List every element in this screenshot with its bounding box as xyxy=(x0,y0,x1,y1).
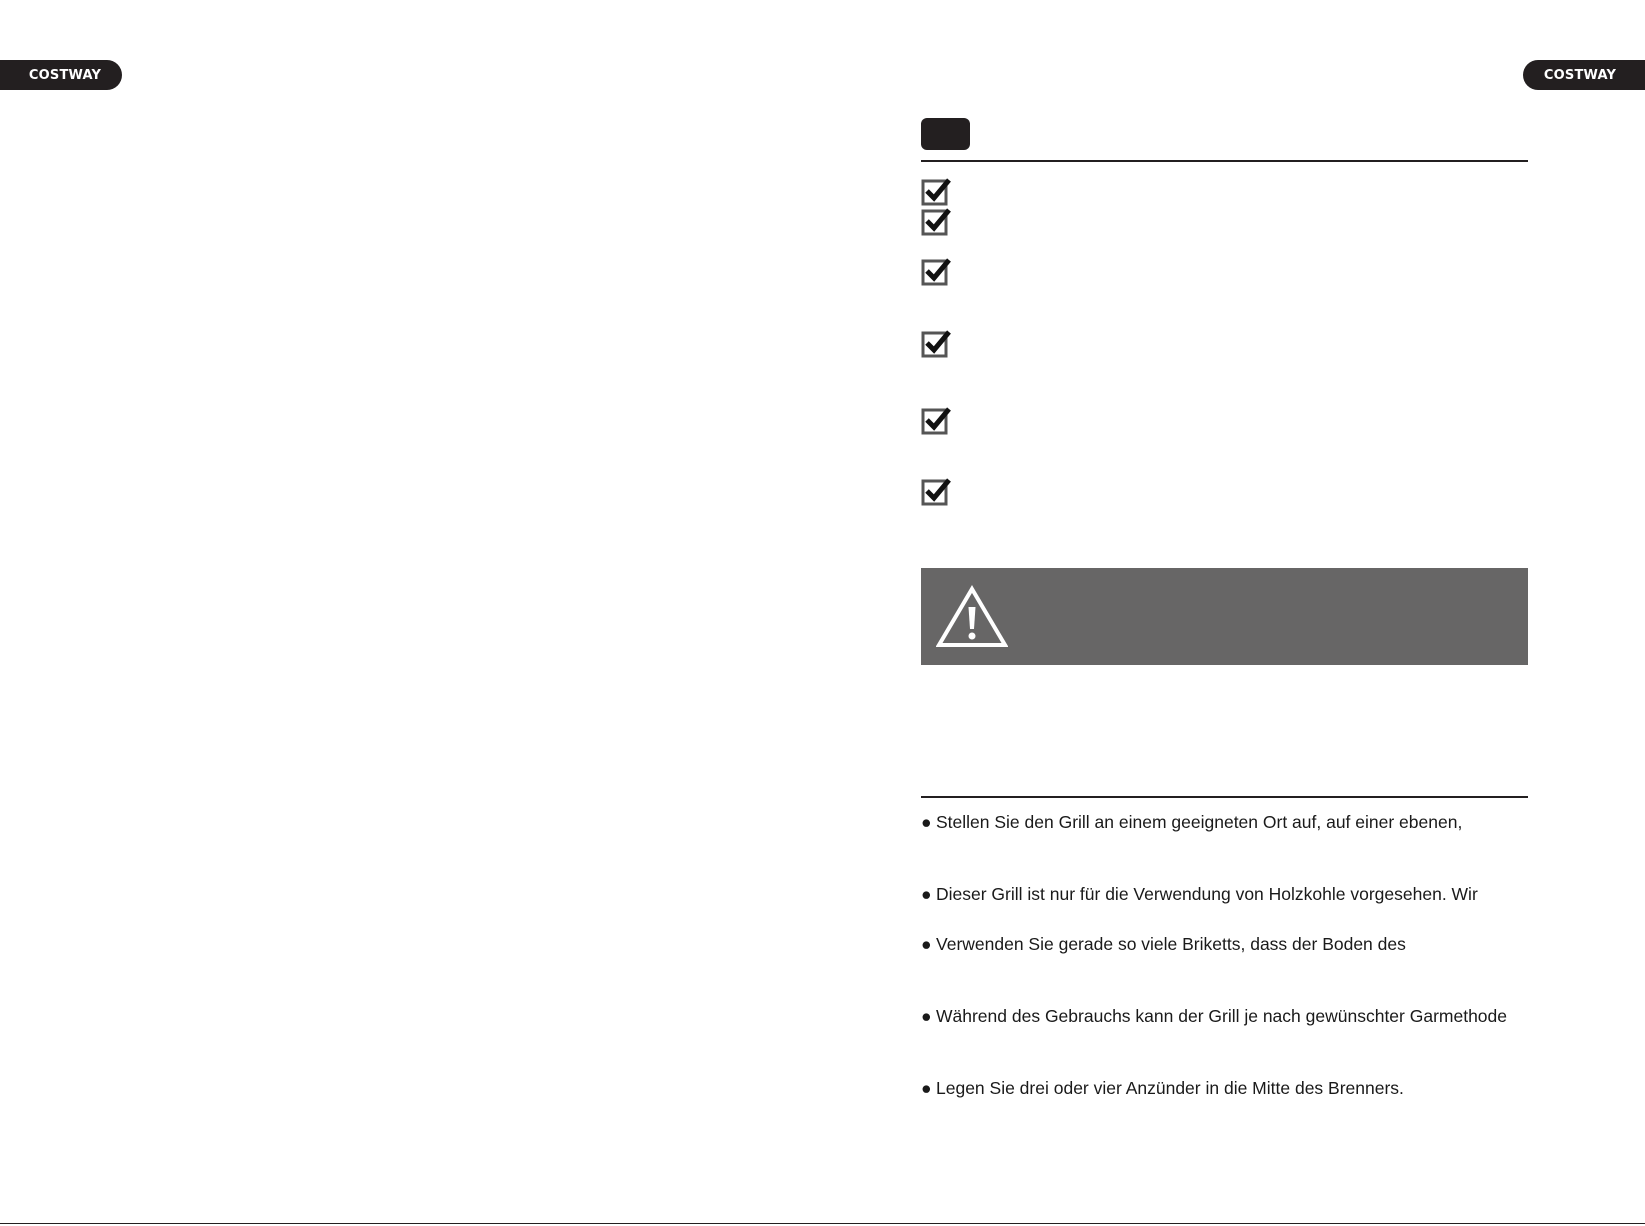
section-label-pill xyxy=(921,118,970,150)
instruction-item xyxy=(921,933,1406,955)
instruction-text: Stellen Sie den Grill an einem geeigneten Ort auf, auf einer ebenen, xyxy=(936,812,1463,832)
page-bottom-rule xyxy=(0,1223,1645,1224)
checkbox-checked-icon xyxy=(921,328,951,358)
section-divider-instructions xyxy=(921,796,1528,798)
instruction-text: Verwenden Sie gerade so viele Briketts, dass der Boden des xyxy=(936,934,1406,954)
instruction-item xyxy=(921,1005,1507,1027)
instruction-item xyxy=(921,883,1478,905)
instruction-text: Während des Gebrauchs kann der Grill je nach gewünschter Garmethode xyxy=(936,1006,1507,1026)
bullet-icon: ● xyxy=(921,934,932,954)
warning-triangle-icon xyxy=(936,585,1008,649)
checkbox-checked-icon xyxy=(921,405,951,435)
brand-logo-right-text: COSTWAY xyxy=(1543,67,1617,83)
bullet-icon: ● xyxy=(921,884,932,904)
bullet-icon: ● xyxy=(921,1006,932,1026)
instruction-text: Legen Sie drei oder vier Anzünder in die Mitte des Brenners. xyxy=(936,1078,1404,1098)
checkbox-checked-icon xyxy=(921,476,951,506)
instruction-item xyxy=(921,1077,1404,1099)
instruction-text: Dieser Grill ist nur für die Verwendung von Holzkohle vorgesehen. Wir xyxy=(936,884,1478,904)
brand-logo-left xyxy=(0,60,122,90)
warning-banner xyxy=(921,568,1528,665)
brand-logo-right xyxy=(1523,60,1645,90)
checkbox-checked-icon xyxy=(921,206,951,236)
bullet-icon: ● xyxy=(921,1078,932,1098)
instruction-item xyxy=(921,811,1462,833)
brand-logo-left-text: COSTWAY xyxy=(28,67,102,83)
section-divider-top xyxy=(921,160,1528,162)
checkbox-checked-icon xyxy=(921,256,951,286)
checkbox-checked-icon xyxy=(921,176,951,206)
bullet-icon: ● xyxy=(921,812,932,832)
